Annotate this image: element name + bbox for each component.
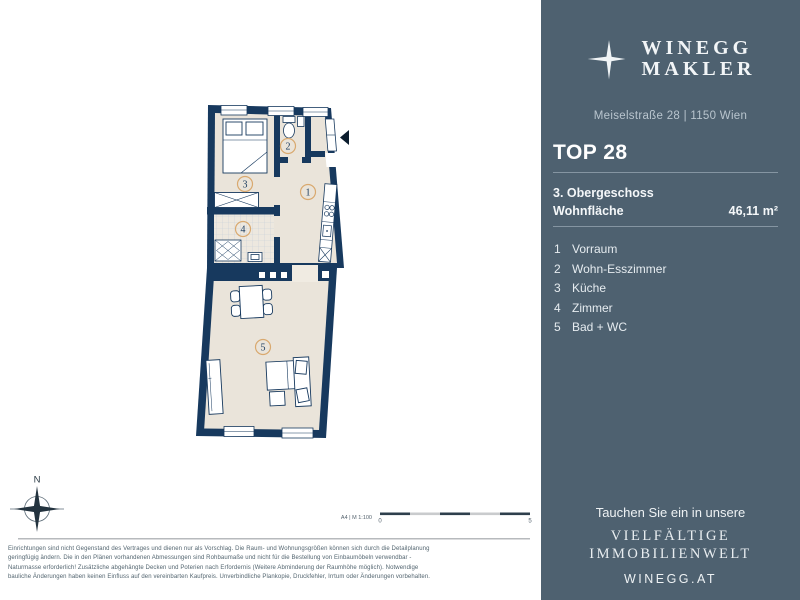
legend-item [554,262,788,276]
legend-label: Wohn-Esszimmer [572,261,667,276]
scale-bar [341,513,532,525]
footer-website: WINEGG.AT [623,572,718,586]
brand-logo [541,33,800,85]
legend-item [554,242,788,256]
legend-item [554,281,788,295]
info-sidebar [541,0,800,600]
legend-label: Küche [572,281,607,295]
brand-name-line2: MAKLER [641,58,756,80]
star-compass-icon [586,33,632,85]
svg-text:5: 5 [528,518,532,525]
living-area-row [553,204,778,218]
svg-text:1: 1 [305,187,311,199]
bed-room3 [223,119,267,173]
sink [248,253,262,262]
legend-number: 4 [554,300,561,315]
passage-opening [292,265,318,282]
disclaimer-line: Naturmasse erforderlich! Zusätzliche abgehängte Decken und Poterien nach Erfordernis (Weitere Abminderung der Raumhöhe möglich). Notwendige [8,564,419,571]
wardrobe-room5 [206,360,223,415]
wardrobe-room3 [215,193,259,208]
brand-name-line1: WINEGG [641,37,753,59]
disclaimer-line: Einrichtungen sind nicht Gegenstand des Vertrages und dienen nur als Vorschlag. Die Raum- und Wohnungsgrößen können sich durch die Detailplanung [8,546,430,552]
brand-name [642,38,756,80]
svg-text:2: 2 [285,141,291,153]
footer-highlight-line2: IMMOBILIENWELT [589,546,752,562]
entrance-arrow-icon [340,130,349,145]
svg-text:4: 4 [240,224,246,236]
area-label: Wohnfläche [553,204,624,218]
footer-tagline: Tauchen Sie ein in unsere [595,505,746,520]
property-address: Meiselstraße 28 | 1150 Wien [593,110,748,122]
unit-title: TOP 28 [553,141,628,164]
disclaimer-line: bauliche Änderungen haben keinen Einfluss auf den vereinbarten Kaufpreis. Unverbindliche Plankopie, Druckfehler, Irrtum oder Änderungen vorbehalten. [8,574,431,581]
room-legend [554,242,788,340]
svg-text:3: 3 [242,179,248,191]
disclaimer-text [8,545,528,583]
svg-text:5: 5 [260,342,266,354]
separator-line [553,172,778,173]
legend-number: 1 [554,242,561,256]
footer-highlight-line1: VIELFÄLTIGE [610,528,731,544]
svg-text:A4 | M 1:100: A4 | M 1:100 [340,515,372,521]
compass-icon [10,475,64,533]
separator-line [553,226,778,227]
legend-label: Zimmer [572,300,613,315]
svg-text:N: N [33,474,41,486]
entrance-opening [325,153,337,167]
legend-number: 5 [554,320,561,334]
area-value: 46,11 m² [728,204,778,218]
legend-item [554,301,788,315]
legend-label: Bad + WC [572,320,628,334]
disclaimer-line: geringfügig ändern. Die in den Plänen vorhandenen Abmessungen sind Rohbaumaße und nicht für die Bestellung von Einbaumöbeln verwendbar - [8,555,412,562]
floor-label: 3. Obergeschoss [553,186,654,200]
sidebar-footer [541,505,800,586]
legend-number: 3 [554,281,561,295]
svg-text:0: 0 [378,518,382,525]
legend-item [554,320,788,334]
divider-line [18,538,530,540]
shower [215,240,241,261]
legend-number: 2 [554,261,561,276]
legend-label: Vorraum [572,242,618,256]
